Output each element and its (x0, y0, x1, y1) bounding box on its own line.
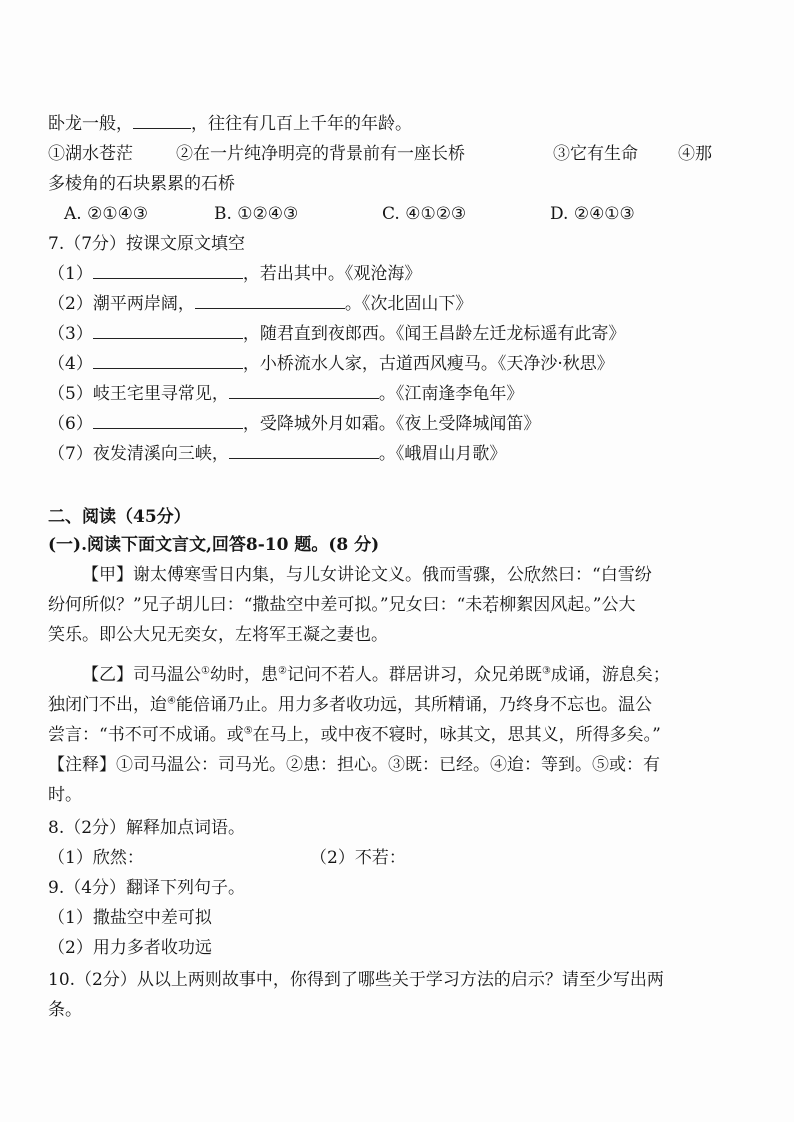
annotation-line-2: 时。 (48, 785, 82, 805)
q7-line-1 (48, 260, 421, 288)
q7-line-7 (48, 440, 506, 468)
yi-text: 独闭门不出，迨 (48, 695, 167, 715)
yi-text: 【乙】司马温公 (82, 665, 201, 685)
jia-text: 纷何所似？”兄子胡儿曰：“撒盐空中差可拟。”兄女曰：“未 (48, 595, 483, 615)
q7-blank-6[interactable] (93, 410, 243, 429)
jia-line-1 (82, 561, 652, 589)
q7-text: ，若出其中。《观沧海》 (242, 264, 422, 284)
yi-line-3 (48, 721, 661, 749)
q6-option-a[interactable]: A. ②①④③ (64, 204, 149, 224)
q7-blank-3[interactable] (93, 320, 243, 339)
q7-text: ，受降城外月如霜。《夜上受降城闻笛》 (242, 414, 541, 434)
q7-text: 。《江南逢李龟年》 (378, 384, 524, 404)
q7-text: ，小桥流水人家，古道西风瘦马。《天净沙·秋思》 (242, 354, 614, 374)
q7-line-2 (48, 290, 472, 318)
yi-line-2 (48, 691, 652, 719)
q6-item-3: ③它有生命 (553, 144, 638, 164)
q6-option-d[interactable]: D. ②④①③ (550, 204, 635, 224)
note-marker: ② (277, 665, 287, 677)
q6-items (48, 140, 748, 168)
q7-num: （6） (48, 414, 93, 434)
q7-text: 夜发清溪向三峡， (92, 444, 229, 464)
yi-text: 记问不若人。群居讲习，众兄弟既 (286, 665, 542, 685)
q7-line-4 (48, 350, 614, 378)
q7-blank-4[interactable] (93, 350, 243, 369)
jia-text: 然曰：“白雪纷 (541, 565, 652, 585)
q9-part-2: （2）用力多者收功远 (48, 938, 212, 958)
q6-answer-blank[interactable] (133, 110, 191, 129)
q6-text-b: ，往往有几百上千年的年龄。 (191, 114, 412, 134)
note-marker: ③ (541, 665, 551, 677)
q7-num: （3） (48, 324, 93, 344)
note-marker: ④ (167, 695, 176, 707)
q9-part-1: （1）撒盐空中差可拟 (48, 908, 212, 928)
jia-line-2 (48, 591, 635, 619)
q6-item-4: ④那 (678, 144, 712, 164)
q7-title: 7.（7分）按课文原文填空 (48, 234, 246, 254)
yi-text: 在马上，或中夜不寝时，咏其文，思其义，所得多矣。” (252, 725, 661, 745)
q7-text: 。《峨眉山月歌》 (378, 444, 507, 464)
jia-text: 【甲】谢太傅寒雪日内集，与儿女讲论文义。俄而雪骤，公 (82, 565, 524, 585)
q6-text-a: 卧龙一般， (48, 114, 133, 134)
yi-text: 幼时，患 (209, 665, 278, 685)
q7-text: 。《次北固山下》 (344, 294, 473, 314)
q7-blank-2[interactable] (195, 290, 345, 309)
yi-text: 成诵，游息矣； (550, 665, 670, 685)
q7-num: （5） (48, 384, 93, 404)
q7-text: ，随君直到夜郎西。《闻王昌龄左迁龙标遥有此寄》 (242, 324, 626, 344)
jia-line-3: 笑乐。即公大兄无奕女，左将军王凝之妻也。 (48, 625, 388, 645)
q9-title: 9.（4分）翻译下列句子。 (48, 878, 246, 898)
note-marker: ⑤ (243, 725, 253, 737)
q7-line-6 (48, 410, 540, 438)
yi-text: 尝言：“书不可不成诵。或 (48, 725, 244, 745)
q7-num: （1） (48, 264, 93, 284)
q8-title: 8.（2分）解释加点词语。 (48, 818, 246, 838)
q6-option-b[interactable]: B. ①②④③ (214, 204, 299, 224)
q8-part-2: （2）不若： (310, 848, 406, 868)
q6-options (64, 200, 724, 228)
q6-item-1: ①湖水苍茫 (48, 144, 133, 164)
q7-text: 岐王宅里寻常见， (92, 384, 229, 404)
q6-item-2: ②在一片纯净明亮的背景前有一座长桥 (176, 144, 465, 164)
q7-text: 潮平两岸阔， (92, 294, 195, 314)
q10-line-1: 10.（2分）从以上两则故事中，你得到了哪些关于学习方法的启示？请至少写出两 (48, 970, 664, 990)
q6-option-c[interactable]: C. ④①②③ (382, 204, 467, 224)
q7-line-5 (48, 380, 523, 408)
q7-num: （7） (48, 444, 93, 464)
q8-part-1: （1）欣然： (48, 848, 144, 868)
dotted-word-ruo: 若 (482, 595, 500, 615)
q7-blank-7[interactable] (229, 440, 379, 459)
q7-line-3 (48, 320, 625, 348)
yi-text: 能倍诵乃止。用力多者收功远，其所精诵，乃终身不忘也。温公 (175, 695, 652, 715)
annotation-line-1: 【注释】①司马温公：司马光。②患：担心。③既：已经。④迨：等到。⑤或：有 (48, 755, 660, 775)
q7-blank-5[interactable] (229, 380, 379, 399)
q7-blank-1[interactable] (93, 260, 243, 279)
q10-line-2: 条。 (48, 1000, 82, 1020)
q7-num: （4） (48, 354, 93, 374)
yi-line-1 (82, 661, 670, 689)
q7-num: （2） (48, 294, 93, 314)
section-2-title: 二、阅读（45分） (48, 507, 191, 527)
q6-line-1 (48, 110, 412, 138)
section-2-subtitle: (一).阅读下面文言文,回答8-10 题。(8 分) (48, 535, 380, 555)
note-marker: ① (201, 665, 210, 677)
jia-text: 柳絮因风起。”公大 (499, 595, 636, 615)
dotted-word-xin: 欣 (524, 565, 541, 585)
q6-item-4-cont: 多棱角的石块累累的石桥 (48, 174, 235, 194)
